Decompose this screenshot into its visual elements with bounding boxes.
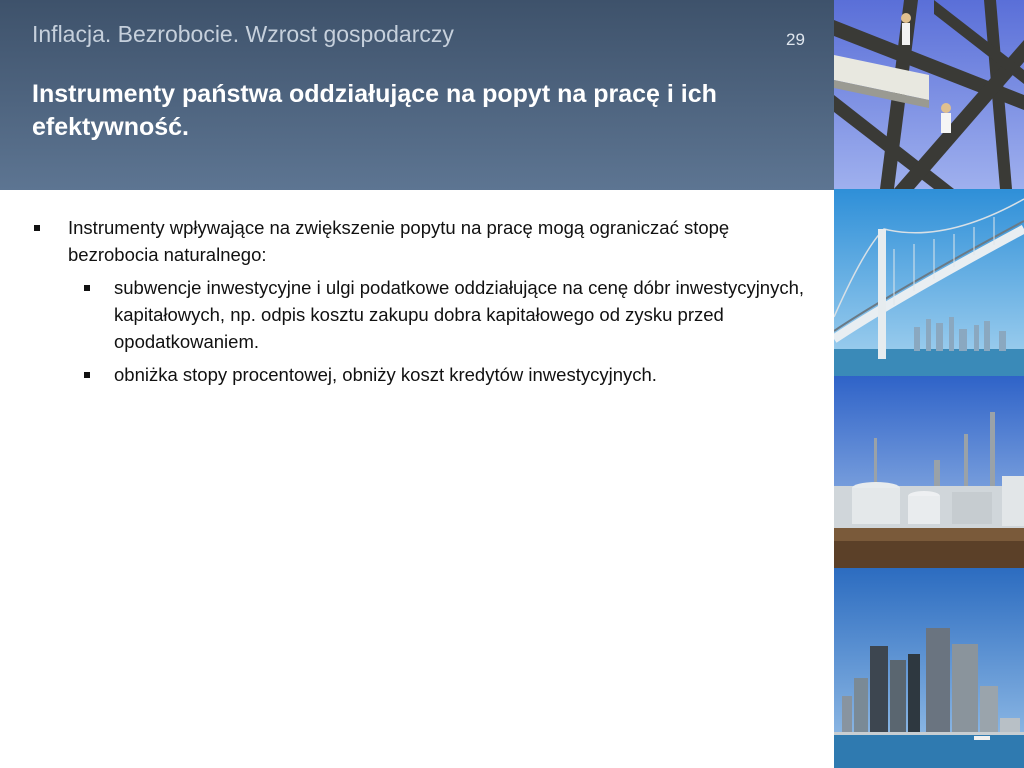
bullet-item	[68, 214, 788, 268]
square-bullet-icon	[34, 225, 40, 231]
construction-photo	[834, 0, 1024, 189]
slide-header	[0, 0, 834, 190]
industrial-photo	[834, 376, 1024, 568]
sub-bullet-item	[114, 274, 814, 355]
photo-strip	[834, 0, 1024, 768]
bullet-text: subwencje inwestycyjne i ulgi podatkowe oddziałujące na cenę dóbr inwestycyjnych, kapitałowych, np. odpis kosztu zakupu dobra kapitałowego od zysku przed opodatkowaniem.	[114, 277, 805, 352]
sub-bullet-item	[114, 361, 814, 388]
bridge-photo	[834, 189, 1024, 376]
slide-title: Instrumenty państwa oddziałujące na popyt na pracę i ich efektywność.	[32, 80, 717, 141]
bullet-text: Instrumenty wpływające na zwiększenie popytu na pracę mogą ograniczać stopę bezrobocia naturalnego:	[68, 217, 730, 265]
square-bullet-icon	[84, 285, 90, 291]
section-title: Inflacja. Bezrobocie. Wzrost gospodarczy	[32, 21, 454, 47]
square-bullet-icon	[84, 372, 90, 378]
skyline-photo	[834, 568, 1024, 768]
slide-number: 29	[786, 30, 805, 49]
bullet-text: obniżka stopy procentowej, obniży koszt kredytów inwestycyjnych.	[114, 364, 657, 385]
